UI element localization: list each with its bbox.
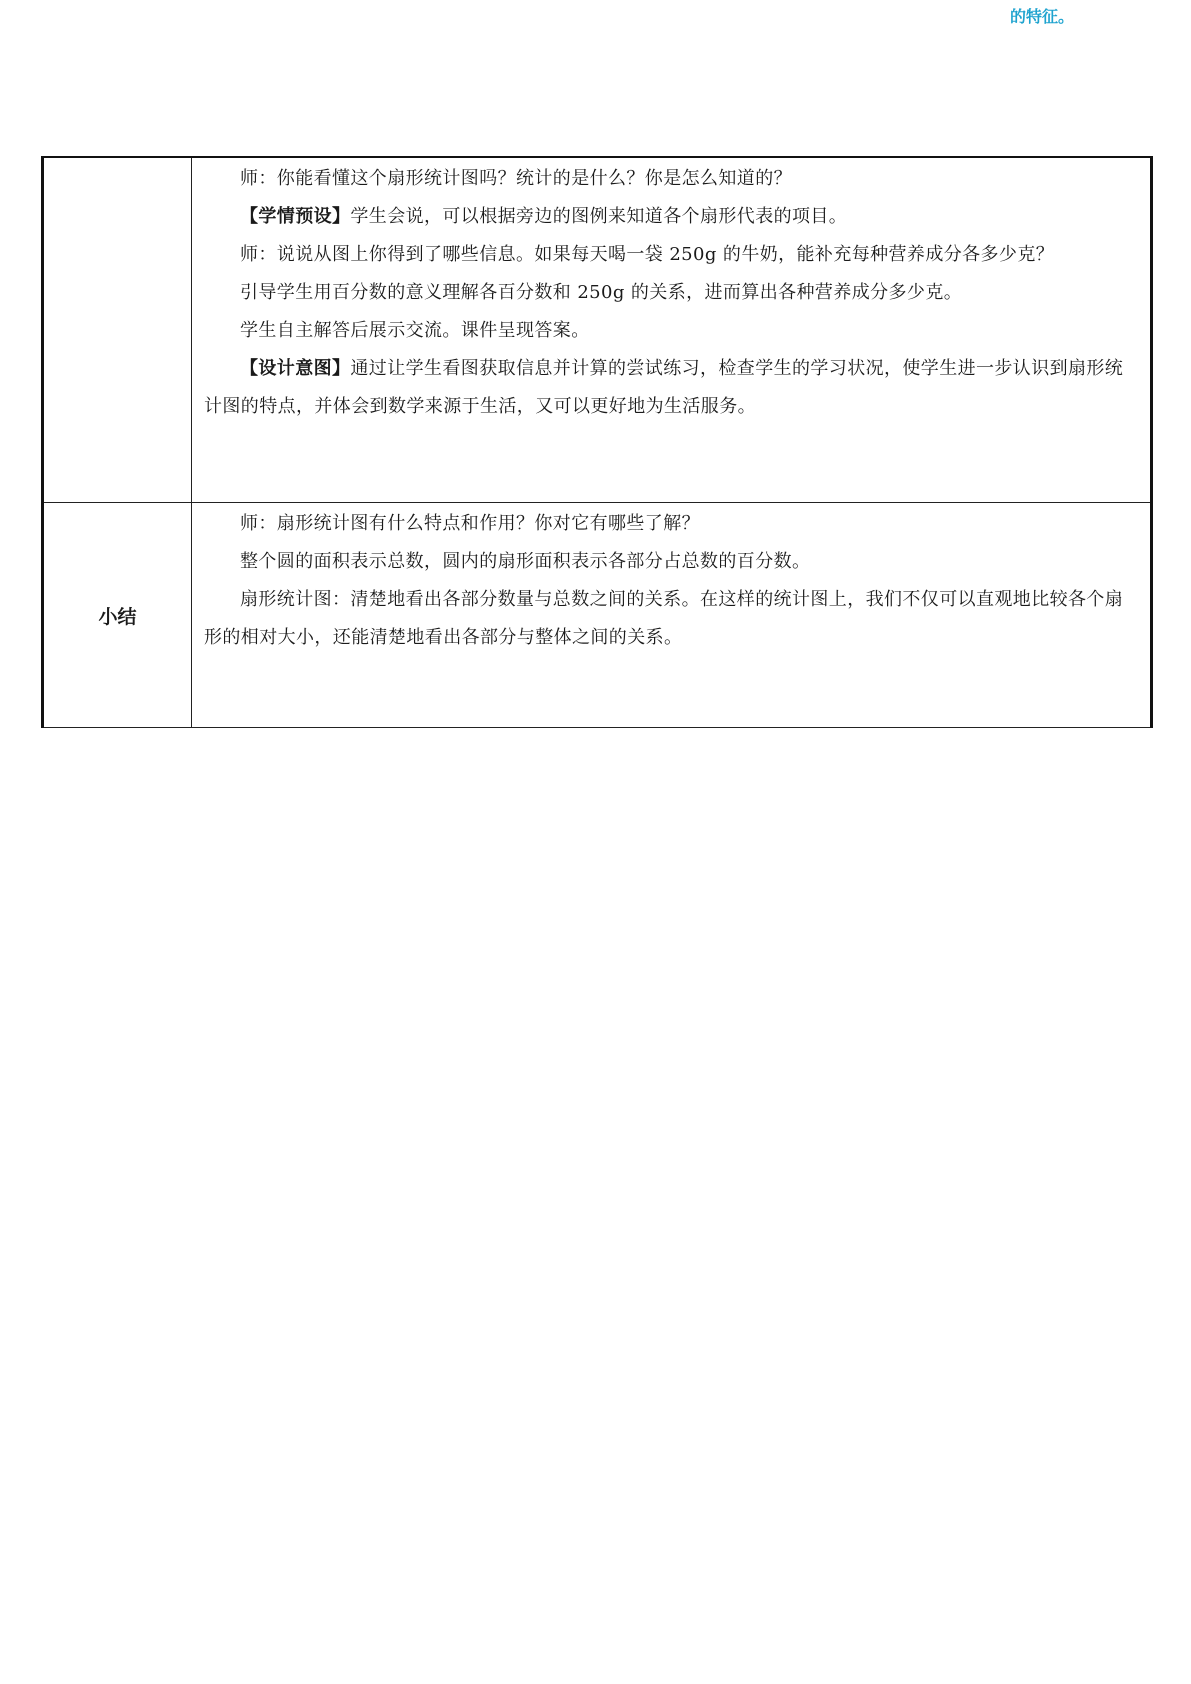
paragraph-design-intent: 【设计意图】通过让学生看图获取信息并计算的尝试练习，检查学生的学习状况，使学生进一步认识到扇形统计图的特点，并体会到数学来源于生活，又可以更好地为生活服务。 bbox=[204, 358, 1124, 417]
table-row-summary bbox=[43, 503, 1152, 728]
paragraph: 扇形统计图：清楚地看出各部分数量与总数之间的关系。在这样的统计图上，我们不仅可以直观地比较各个扇形的相对大小，还能清楚地看出各部分与整体之间的关系。 bbox=[204, 589, 1124, 648]
paragraph: 师：扇形统计图有什么特点和作用？你对它有哪些了解？ bbox=[240, 513, 700, 534]
row-content-cell bbox=[192, 157, 1152, 503]
table-row-practice bbox=[43, 157, 1152, 503]
paragraph-student-preview: 【学情预设】学生会说，可以根据旁边的图例来知道各个扇形代表的项目。 bbox=[240, 206, 848, 227]
paragraph: 引导学生用百分数的意义理解各百分数和 250g 的关系，进而算出各种营养成分多少克。 bbox=[240, 282, 963, 303]
lesson-plan-table bbox=[41, 156, 1153, 728]
paragraph-tag: 【设计意图】 bbox=[240, 358, 351, 379]
row-content-cell bbox=[192, 503, 1152, 728]
row-label-cell bbox=[43, 157, 192, 503]
paragraph: 师：你能看懂这个扇形统计图吗？统计的是什么？你是怎么知道的？ bbox=[240, 168, 792, 189]
paragraph: 师：说说从图上你得到了哪些信息。如果每天喝一袋 250g 的牛奶，能补充每种营养成分各多少克？ bbox=[240, 244, 1055, 265]
paragraph: 整个圆的面积表示总数，圆内的扇形面积表示各部分占总数的百分数。 bbox=[240, 551, 811, 572]
paragraph: 学生自主解答后展示交流。课件呈现答案。 bbox=[240, 320, 590, 341]
continued-text-fragment: 的特征。 bbox=[1010, 7, 1075, 26]
row-label-summary: 小结 bbox=[43, 503, 192, 728]
paragraph-tag: 【学情预设】 bbox=[240, 206, 351, 227]
